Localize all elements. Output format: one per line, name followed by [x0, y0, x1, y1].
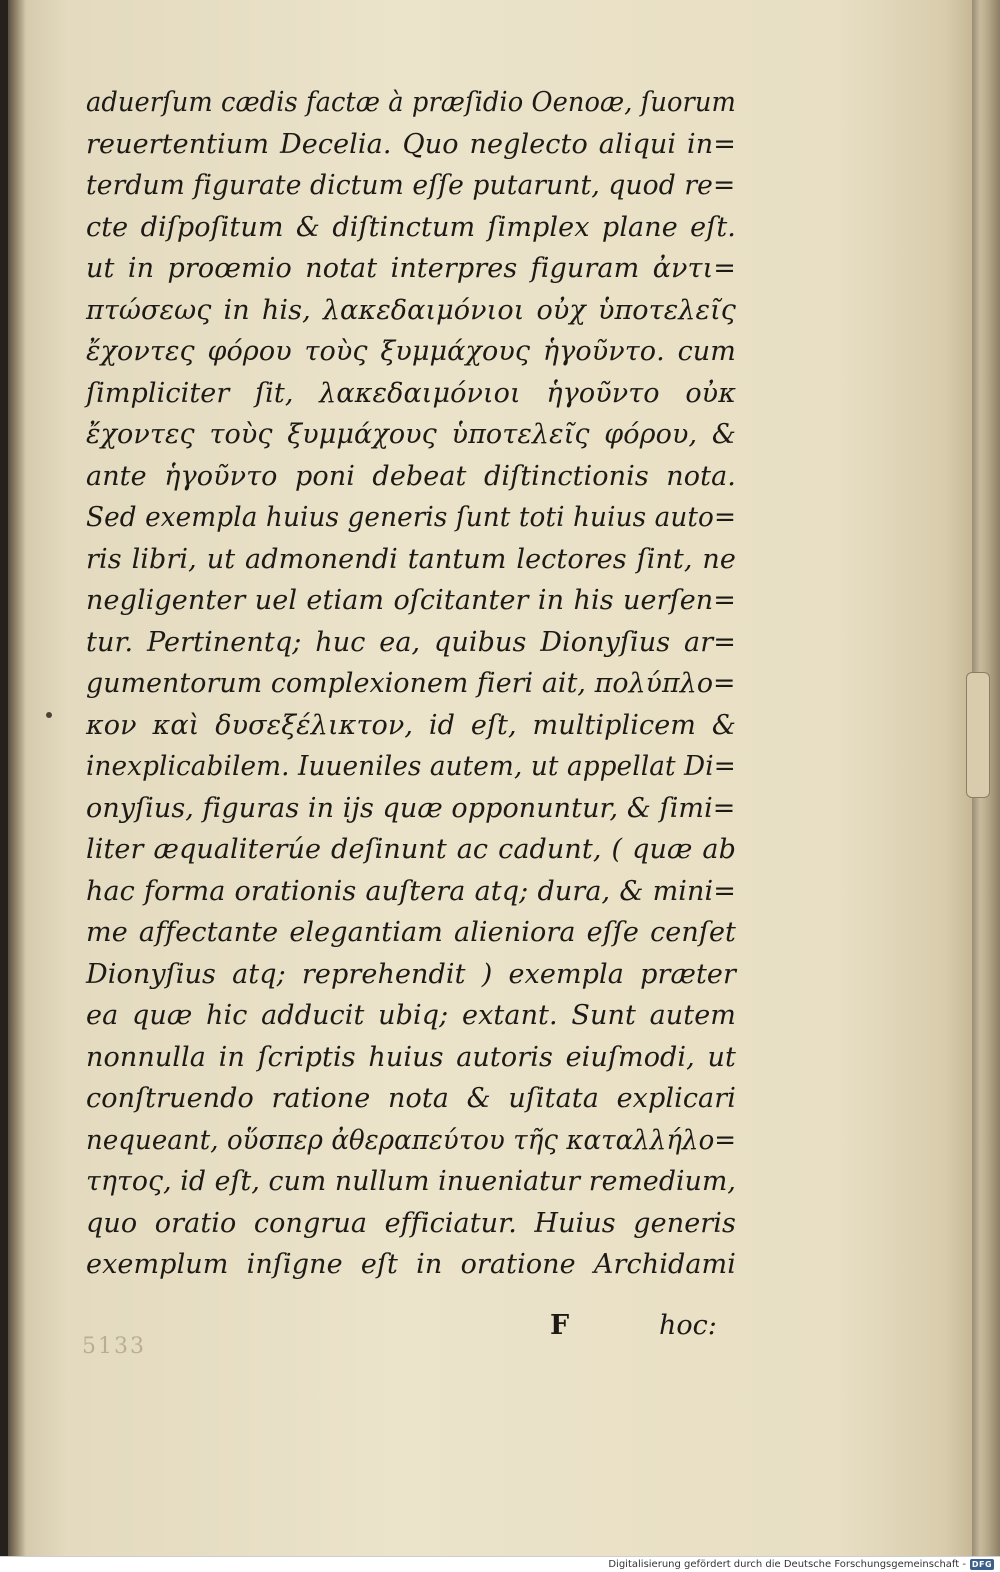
text-line-29: exemplum inſigne eſt in oratione Archidami: [86, 1249, 736, 1280]
text-line-18: onyſius, figuras in ijs quæ opponuntur, & ſimi=: [86, 792, 736, 824]
text-line-9: ἔχοντες τοὺς ξυμμάχους ὑποτελεῖς φόρου, &: [86, 419, 736, 450]
text-line-21: me affectante elegantiam alieniora eſſe cenſet: [86, 917, 736, 948]
signature-mark: F: [550, 1310, 570, 1341]
body-text: [86, 82, 736, 1286]
text-line-6: πτώσεως in his, λακεδαιμόνιοι οὐχ ὑποτελεῖς: [86, 294, 736, 326]
text-line-2: reuertentium Decelia. Quo neglecto aliqui in=: [86, 128, 736, 160]
text-line-28: quo oratio congrua efficiatur. Huius generis: [86, 1207, 736, 1239]
text-line-26: nequeant, οὕσπερ ἀθεραπεύτου τῆς καταλλήλο=: [86, 1124, 737, 1156]
text-line-17: inexplicabilem. Iuueniles autem, ut appellat Di=: [86, 751, 736, 782]
text-line-7: ἔχοντες φόρου τοὺς ξυμμάχους ἡγοῦντο. cum: [86, 336, 736, 367]
faint-number: 5133: [82, 1334, 146, 1359]
text-line-16: κον καὶ δυσεξέλικτον, id eſt, multiplicem &: [86, 709, 736, 741]
spine-shadow: [8, 0, 26, 1556]
dfg-logo: DFG: [971, 1560, 993, 1569]
text-line-22: Dionyſius atq; reprehendit ) exempla præter: [86, 958, 736, 990]
book-page: [8, 0, 986, 1556]
text-line-20: hac forma orationis auſtera atq; dura, & mini=: [86, 875, 736, 907]
footer-attribution-text: Digitalisierung gefördert durch die Deutsche Forschungsgemeinschaft -: [608, 1559, 966, 1570]
page-tab: [966, 672, 990, 798]
text-line-5: ut in proœmio notat interpres figuram ἀντι=: [86, 253, 736, 284]
text-line-14: tur. Pertinentq; huc ea, quibus Dionyſius ar=: [86, 626, 736, 658]
text-line-12: ris libri, ut admonendi tantum lectores ſint, ne: [86, 543, 736, 575]
text-line-11: Sed exempla huius generis ſunt toti huius auto=: [86, 502, 737, 533]
text-line-24: nonnulla in ſcriptis huius autoris eiuſmodi, ut: [86, 1041, 736, 1073]
catchword: hoc:: [659, 1310, 717, 1341]
text-line-4: cte diſpoſitum & diſtinctum ſimplex plane eſt.: [86, 211, 736, 243]
ink-spot: [46, 712, 52, 718]
text-line-15: gumentorum complexionem fieri ait, πολύπλο=: [86, 668, 736, 699]
text-line-1: aduerſum cædis factæ à præſidio Oenoæ, ſuorum: [86, 87, 736, 118]
text-line-27: τητος, id eſt, cum nullum inueniatur remedium,: [86, 1166, 736, 1197]
text-line-8: ſimpliciter ſit, λακεδαιμόνιοι ἡγοῦντο οὐκ: [86, 377, 736, 409]
text-line-23: ea quæ hic adducit ubiq; extant. Sunt autem: [86, 1000, 736, 1031]
text-line-3: terdum figurate dictum eſſe putarunt, quod re=: [86, 170, 736, 201]
text-line-13: negligenter uel etiam oſcitanter in his uerſen=: [86, 585, 736, 616]
text-line-25: conſtruendo ratione nota & uſitata explicari: [86, 1083, 736, 1114]
text-line-10: ante ἡγοῦντο poni debeat diſtinctionis nota.: [86, 460, 736, 492]
attribution-footer: [0, 1556, 1000, 1572]
text-line-19: liter æqualiterúe deſinunt ac cadunt, ( quæ ab: [86, 834, 736, 865]
